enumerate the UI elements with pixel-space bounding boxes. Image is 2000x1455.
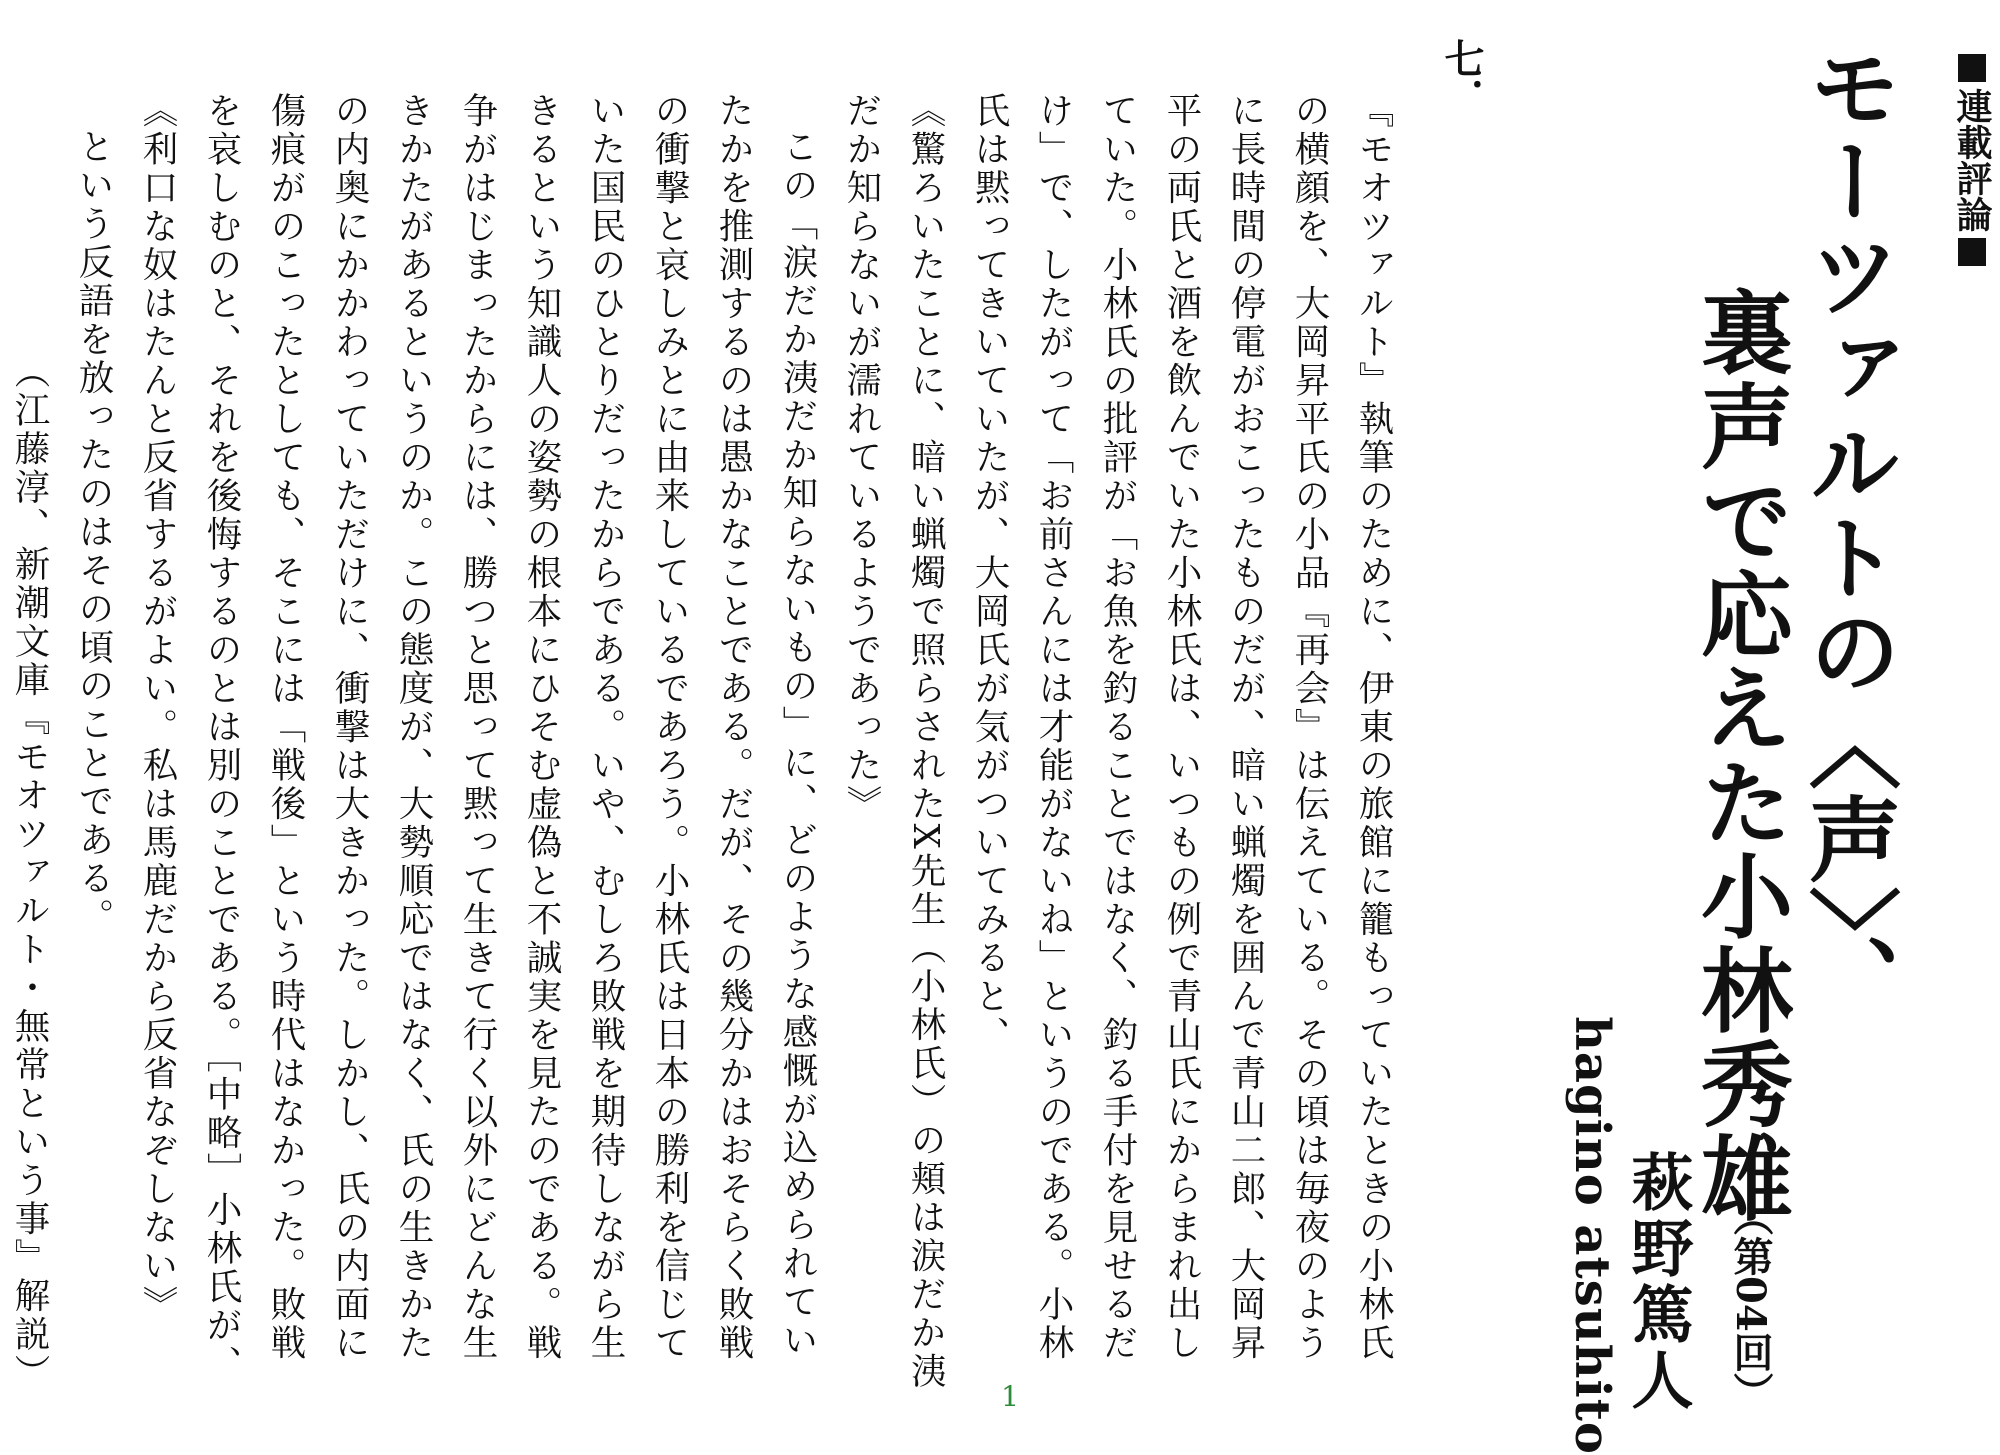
block-quote: 《利口な奴はたんと反省するがよい。私は馬鹿だから反省なぞしない》 [137,92,178,1324]
block-quote: 《驚ろいたことに、暗い蝋燭で照らされたX先生（小林氏）の頬は涙だか洟だか知らないが濡れているようであった》 [841,92,946,1391]
page-number: 1 [1001,1380,1019,1413]
square-bullet-icon [1958,54,1986,82]
body-paragraph: この「涙だか洟だか知らないもの」に、どのような感慨が込められていたかを推測するのは愚かなことである。だが、その幾分かはおそらく敗戦の衝撃と哀しみとに由来しているであろう。小林氏は日本の勝利を信じていた国民のひとりだったからである。いや、むしろ敗戦を期待しながら生きるという知識人の姿勢の根本にひそむ虚偽と不誠実を見たのである。戦争がはじまったからには、勝つと思って黙って生きて行く以外にどんな生きかたがあるというのか。この態度が、大勢順応ではなく、氏の生きかたの内奥にかかわっていただけに、衝撃は大きかった。しかし、氏の内面に傷痕がのこったとしても、そこには「戦後」という時代はなかった。敗戦を哀しむのと、それを後悔するのとは別のことである。［中略］小林氏が、 [201,92,818,1384]
series-label [1950,48,1994,272]
body-paragraph: 『モオツァルト』執筆のために、伊東の旅館に籠もっていたときの小林氏の横顔を、大岡昇平氏の小品『再会』は伝えている。その頃は毎夜のように長時間の停電がおこったものだが、暗い蝋燭を囲んで青山二郎、大岡昇平の両氏と酒を飲んでいた小林氏は、いつもの例で青山氏にからまれ出していた。小林氏の批評が「お魚を釣ることではなく、釣る手付を見せるだけ」で、したがって「お前さんには才能がないね」というのである。小林氏は黙ってきいていたが、大岡氏が気がついてみると、 [969,92,1394,1363]
article-title-line-1: モーツァルトの〈声〉、 [1794,40,1902,1028]
article-body [9,92,1405,1392]
series-label-text: 連載評論 [1951,88,1993,232]
square-bullet-icon [1958,238,1986,266]
body-paragraph: という反語を放ったのはその頃のことである。 [73,127,114,936]
issue-number: （第04回） [1727,1196,1774,1412]
author-name-romanized: hagino atsuhito [1564,1016,1620,1455]
author-name-japanese: 萩野篤人 [1621,1150,1694,1414]
article-title-line-2: 裏声で応えた小林秀雄 [1686,285,1794,1225]
citation: （江藤淳、新潮文庫『モオツァルト・無常という事』解説） [9,352,50,1392]
section-number: 七． [1438,38,1485,118]
